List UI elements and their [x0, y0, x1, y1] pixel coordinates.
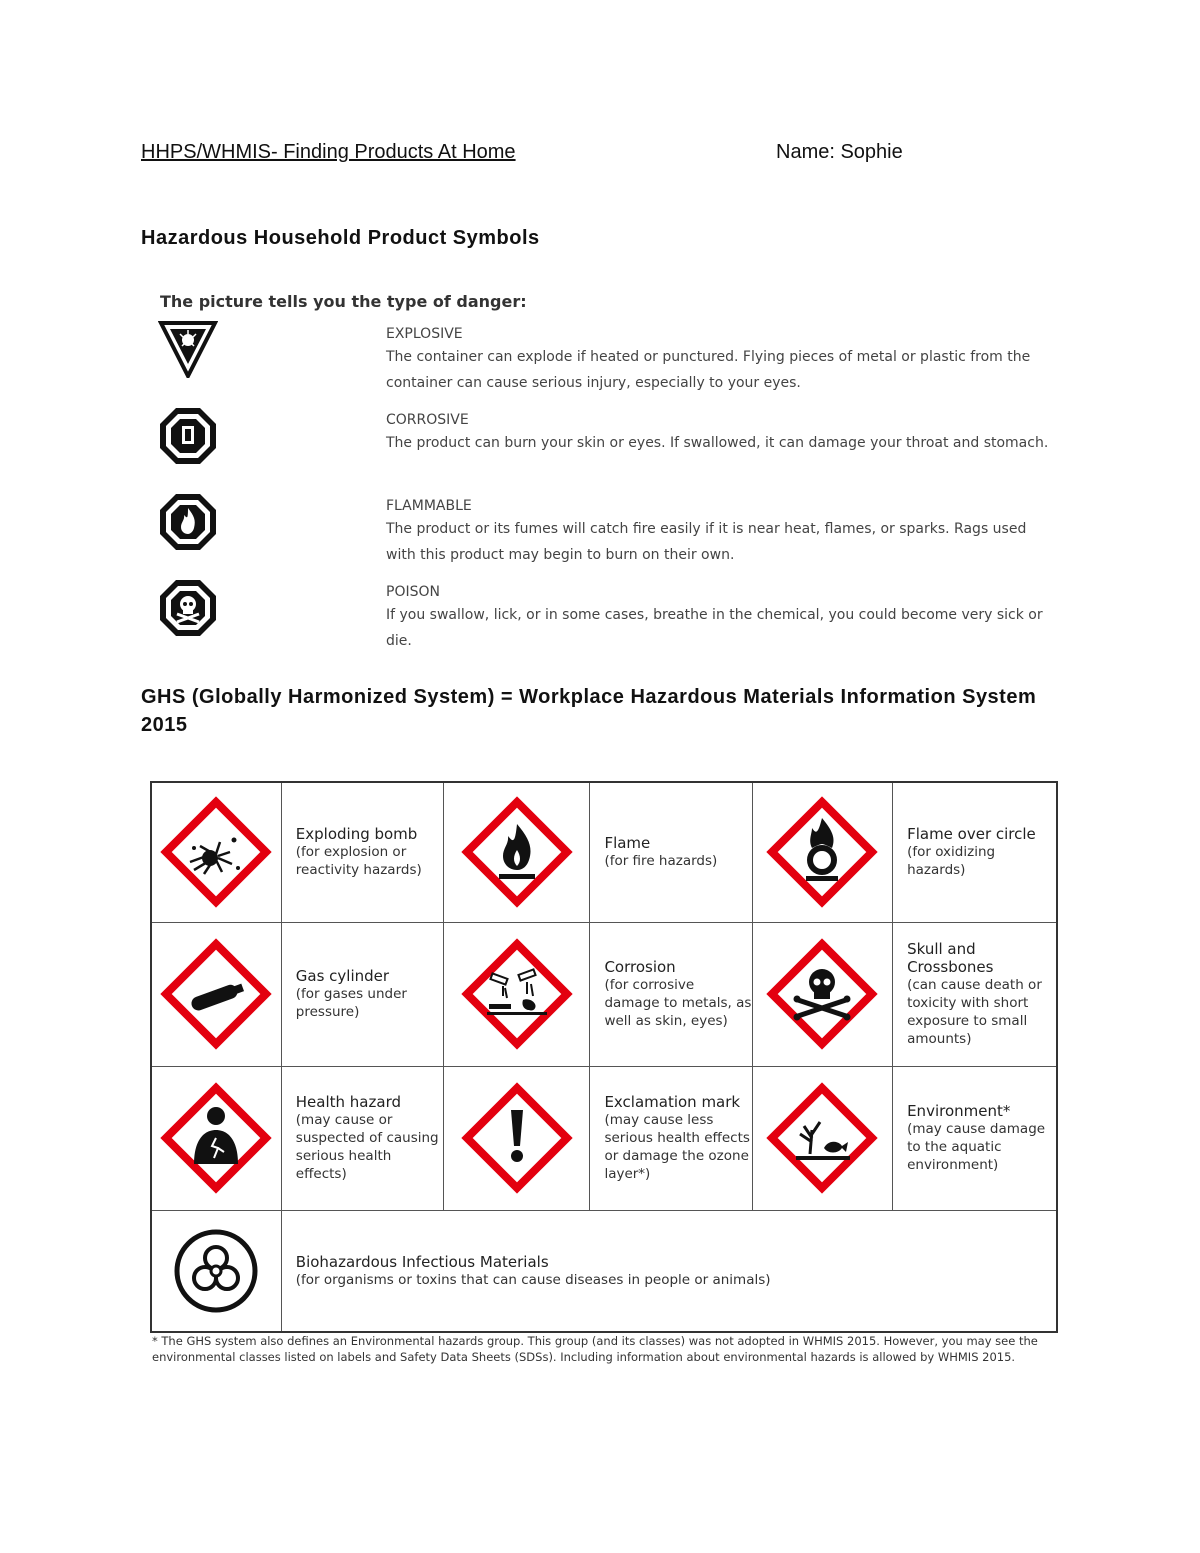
pictogram-desc: (for corrosive damage to metals, as well as skin, eyes) — [604, 977, 752, 1029]
hhps-item — [386, 582, 1056, 654]
exploding-bomb-icon — [160, 796, 272, 908]
student-name: Name: Sophie — [776, 141, 903, 163]
hhps-heading: Hazardous Household Product Symbols — [141, 227, 540, 249]
hhps-item-desc: The container can explode if heated or punctured. Flying pieces of metal or plastic from the container can cause serious injury, especially to your eyes. — [386, 349, 1031, 391]
pictogram-name: Biohazardous Infectious Materials — [295, 1252, 549, 1271]
pictogram-name: Skull and Crossbones — [907, 940, 994, 976]
poison-icon — [158, 578, 218, 638]
hhps-item-desc: If you swallow, lick, or in some cases, breathe in the chemical, you could become very sick or die. — [386, 607, 1043, 649]
flammable-icon — [158, 492, 218, 552]
pictogram-name: Exclamation mark — [604, 1093, 741, 1111]
table-row — [151, 1066, 1057, 1210]
environment-icon — [766, 1082, 878, 1194]
pictogram-desc: (for fire hazards) — [604, 853, 718, 870]
pictogram-name: Gas cylinder — [295, 967, 390, 985]
ghs-cell — [281, 1210, 1057, 1332]
pictogram-desc: (can cause death or toxicity with short exposure to small amounts) — [907, 977, 1042, 1047]
explosive-icon — [158, 318, 218, 378]
gas-cylinder-icon — [160, 938, 272, 1050]
hhps-item-name: FLAMMABLE — [386, 498, 472, 514]
skull-crossbones-icon — [766, 938, 878, 1050]
pictogram-desc: (for organisms or toxins that can cause diseases in people or animals) — [295, 1271, 771, 1288]
pictogram-desc: (may cause or suspected of causing serious health effects) — [295, 1112, 439, 1182]
corrosion-icon — [461, 938, 573, 1050]
hhps-item-name: CORROSIVE — [386, 412, 469, 428]
pictogram-desc: (for explosion or reactivity hazards) — [295, 844, 422, 879]
ghs-cell — [281, 922, 443, 1066]
ghs-cell — [590, 922, 752, 1066]
pictogram-name: Corrosion — [604, 958, 676, 976]
hhps-intro: The picture tells you the type of danger: — [160, 292, 527, 311]
exclamation-mark-icon — [461, 1082, 573, 1194]
hhps-item-desc: The product or its fumes will catch fire easily if it is near heat, flames, or sparks. Rags used with this product may begin to burn on their own. — [386, 521, 1027, 563]
document-title: HHPS/WHMIS- Finding Products At Home — [141, 141, 516, 163]
hhps-item — [386, 410, 1056, 456]
ghs-pictogram-table — [150, 781, 1058, 1333]
pictogram-name: Exploding bomb — [295, 825, 418, 844]
pictogram-name: Flame over circle — [907, 825, 1036, 844]
pictogram-desc: (for oxidizing hazards) — [907, 844, 996, 879]
table-row — [151, 922, 1057, 1066]
flame-over-circle-icon — [766, 796, 878, 908]
hhps-item — [386, 324, 1056, 396]
biohazard-icon — [173, 1228, 259, 1314]
hhps-item — [386, 496, 1056, 568]
ghs-cell — [281, 782, 443, 922]
table-row — [151, 1210, 1057, 1332]
ghs-cell — [281, 1066, 443, 1210]
table-row — [151, 782, 1057, 922]
pictogram-name: Health hazard — [295, 1093, 401, 1111]
ghs-cell — [590, 782, 752, 922]
footnote: * The GHS system also defines an Environmental hazards group. This group (and its classes) was not adopted in WHMIS 2015. However, you may see the environmental classes listed on labels and Safety Data Sheets (SDSs). Including information about environmental hazards is allowed by WHMIS 2015. — [152, 1334, 1038, 1364]
hhps-item-desc: The product can burn your skin or eyes. If swallowed, it can damage your throat and stomach. — [386, 435, 1049, 451]
hhps-item-name: EXPLOSIVE — [386, 326, 463, 342]
pictogram-desc: (may cause less serious health effects or damage the ozone layer*) — [604, 1112, 750, 1182]
pictogram-desc: (may cause damage to the aquatic environment) — [907, 1121, 1046, 1173]
pictogram-name: Flame — [604, 834, 651, 853]
ghs-cell — [893, 922, 1057, 1066]
corrosive-icon — [158, 406, 218, 466]
ghs-cell — [590, 1066, 752, 1210]
ghs-heading: GHS (Globally Harmonized System) = Workplace Hazardous Materials Information System 2015 — [141, 686, 1037, 736]
pictogram-name: Environment* — [907, 1102, 1011, 1120]
pictogram-desc: (for gases under pressure) — [295, 986, 407, 1020]
ghs-cell — [893, 1066, 1057, 1210]
hhps-item-name: POISON — [386, 584, 440, 600]
health-hazard-icon — [160, 1082, 272, 1194]
ghs-cell — [893, 782, 1057, 922]
flame-icon — [461, 796, 573, 908]
